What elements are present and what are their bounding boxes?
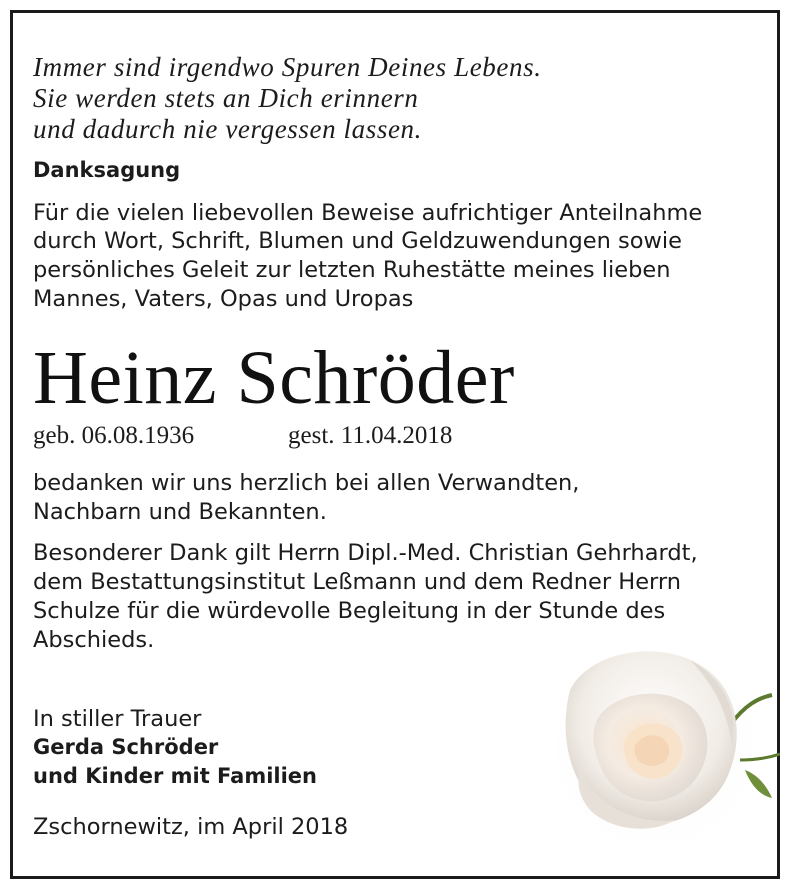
special-line-4: Abschieds. [33, 627, 155, 653]
intro-line-1: Für die vielen liebevollen Beweise aufrichtiger Anteilnahme [33, 200, 703, 226]
poem-line-1: Immer sind irgendwo Spuren Deines Lebens. [33, 52, 542, 82]
death-date: gest. 11.04.2018 [288, 422, 453, 449]
poem-line-3: und dadurch nie vergessen lassen. [33, 114, 422, 144]
birth-date: geb. 06.08.1936 [33, 422, 195, 449]
white-rose-image [540, 620, 780, 860]
intro-line-4: Mannes, Vaters, Opas und Uropas [33, 286, 414, 312]
special-line-3: Schulze für die würdevolle Begleitung in der Stunde des [33, 598, 666, 624]
heading-danksagung: Danksagung [33, 158, 181, 182]
special-line-1: Besonderer Dank gilt Herrn Dipl.-Med. Christian Gehrhardt, [33, 540, 698, 566]
poem-line-2: Sie werden stets an Dich erinnern [33, 83, 419, 113]
special-line-2: dem Bestattungsinstitut Leßmann und dem Redner Herrn [33, 569, 682, 595]
signoff-name-2: und Kinder mit Familien [33, 764, 317, 788]
intro-line-3: persönliches Geleit zur letzten Ruhestätte meines lieben [33, 257, 671, 283]
signoff-name-1: Gerda Schröder [33, 735, 219, 759]
place-date: Zschornewitz, im April 2018 [33, 814, 349, 840]
signoff-intro: In stiller Trauer [33, 706, 202, 732]
thanks-line-1: bedanken wir uns herzlich bei allen Verwandten, [33, 470, 580, 496]
intro-line-2: durch Wort, Schrift, Blumen und Geldzuwendungen sowie [33, 228, 683, 254]
deceased-name: Heinz Schröder [33, 336, 515, 420]
thanks-line-2: Nachbarn und Bekannten. [33, 499, 327, 525]
